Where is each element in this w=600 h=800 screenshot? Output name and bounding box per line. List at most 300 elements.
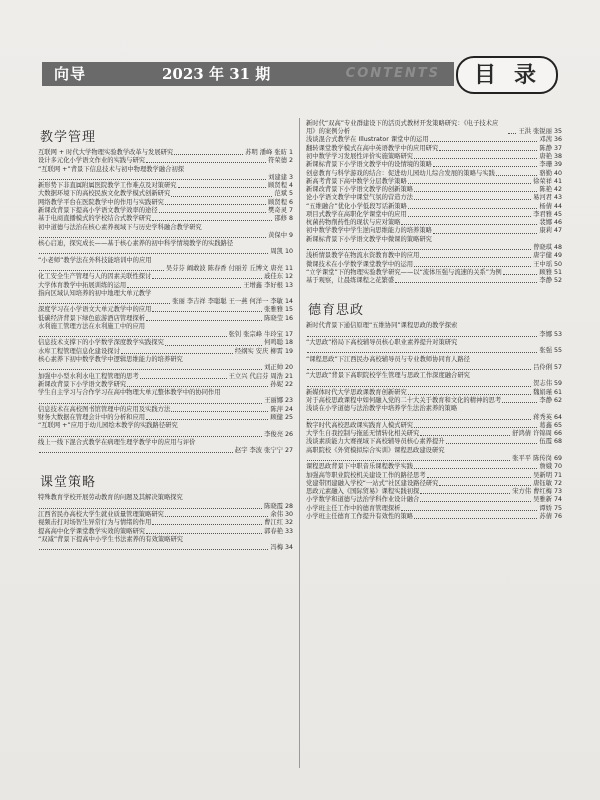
toc-entry[interactable] (38, 290, 293, 298)
toc-entry[interactable] (38, 323, 293, 331)
toc-entry[interactable] (38, 265, 293, 273)
toc-entry[interactable] (306, 405, 562, 413)
toc-entry[interactable] (306, 269, 562, 277)
entry-author: 杨倩 (539, 202, 552, 210)
entry-title: 创意教育与科学游戏的结合：促进幼儿园幼儿综合发展的策略与实践 (306, 169, 495, 177)
entry-author: 周凯 (270, 248, 283, 256)
toc-entry[interactable] (38, 298, 293, 306)
toc-entry[interactable] (306, 227, 562, 235)
leader-dots (39, 403, 262, 404)
toc-entry[interactable] (38, 174, 293, 182)
contents-label: CONTENTS (345, 66, 440, 81)
toc-entry[interactable] (306, 203, 562, 211)
leader-dots (430, 141, 538, 142)
entry-author: 曹江红 (264, 519, 283, 527)
entry-title: 初中道德与法治在核心素养视域下与历史学科融合教学研究 (38, 223, 202, 231)
entry-page-number: 13 (284, 281, 293, 289)
leader-dots (121, 353, 233, 354)
entry-page-number: 45 (553, 210, 562, 218)
entry-page-number: 66 (553, 430, 562, 438)
leader-dots (178, 187, 267, 188)
toc-entry[interactable] (38, 215, 293, 223)
entry-author: 蒋秀英 (533, 413, 552, 421)
entry-author: 陈晓霞 (264, 502, 283, 510)
entry-page-number: 40 (553, 169, 562, 177)
entry-title: 大数据环境下的高校民族文化教学模式创新研究 (38, 190, 171, 198)
entry-author: 张强 (539, 347, 552, 355)
toc-entry[interactable] (38, 207, 293, 215)
entry-author: 李珊 (539, 161, 552, 169)
entry-page-number: 9 (288, 231, 293, 239)
entry-author: 伍霞 (539, 438, 552, 446)
toc-entry[interactable] (38, 306, 293, 314)
entry-title: 江西省民办高校大学生就业质量管理策略研究 (38, 510, 164, 518)
entry-title: 浅析情景教学在物流水资教育教中的应用 (306, 252, 420, 260)
entry-author: 苏倩 (539, 512, 552, 520)
entry-title: 浅谈素质能力大赛视域下高校辅导员核心素养提升 (306, 438, 445, 446)
leader-dots (408, 216, 531, 217)
toc-entry[interactable] (306, 339, 562, 347)
leader-dots (401, 510, 537, 511)
toc-entry[interactable] (306, 505, 562, 513)
entry-title: 论小学语文教学中课堂气氛的营造方法 (306, 194, 414, 202)
toc-entry[interactable] (306, 170, 562, 178)
entry-author: 刘建建 (268, 173, 287, 181)
entry-page-number: 61 (553, 388, 562, 396)
toc-entry[interactable] (306, 331, 562, 339)
entry-title: 核心启迪，探究成长——基于核心素养的初中科学情境教学的实践路径 (38, 240, 234, 248)
entry-page-number: 65 (553, 421, 562, 429)
leader-dots (433, 166, 537, 167)
entry-title: 项目式教学在高职化学课堂中的应用 (306, 210, 407, 218)
entry-author: 裴娜 (539, 219, 552, 227)
toc-entry[interactable] (38, 519, 293, 527)
entry-author: 王洪 张锐丽 (518, 128, 552, 136)
toc-entry[interactable] (306, 397, 562, 405)
section-title: 教学管理 (40, 130, 97, 145)
entry-author: 吴新明 (533, 471, 552, 479)
entry-page-number: 27 (284, 447, 293, 455)
leader-dots (152, 524, 262, 525)
entry-author: 陈萍 (270, 405, 283, 413)
toc-entry[interactable] (306, 372, 562, 380)
leader-dots (307, 249, 531, 250)
entry-author: 戚佳东 (264, 273, 283, 281)
entry-title: 线上一线下混合式教学在病理生理学教学中的应用与评价 (38, 438, 196, 446)
entry-page-number: 43 (553, 194, 562, 202)
magazine-title: 向导 (54, 65, 87, 83)
entry-author: 顾健 (270, 414, 283, 421)
entry-title: 小学班主任工作中的德育管理探析 (306, 504, 401, 512)
entry-author: 刘正帅 (264, 364, 283, 372)
toc-entry[interactable] (306, 153, 562, 161)
entry-title: 新课标背景下小学语文教学中微课的策略研究 (306, 235, 432, 243)
entry-author: 经纲实 安庆 柳霄 (234, 347, 283, 355)
leader-dots (146, 533, 262, 534)
toc-entry[interactable] (306, 261, 562, 269)
entry-author: 何鸣聪 (264, 339, 283, 347)
entry-page-number: 11 (284, 264, 293, 272)
leader-dots (127, 287, 241, 288)
leader-dots (420, 493, 510, 494)
toc-entry[interactable] (306, 414, 562, 422)
entry-page-number: 3 (288, 173, 293, 181)
entry-title: 指向区域认知培养的初中地理大单元教学 (38, 289, 152, 297)
entry-title: 对于高校思政课程中如何融入党的二十大关于教育和文化的精神的思考 (306, 396, 502, 404)
leader-dots (146, 419, 268, 420)
entry-author: 余伟 (270, 510, 283, 518)
toc-entry[interactable] (38, 232, 293, 240)
toc-entry[interactable] (306, 136, 562, 144)
leader-dots (39, 549, 268, 550)
entry-title: 小学数学和道德与法治学科作业设计融合 (306, 496, 420, 504)
toc-entry[interactable] (306, 145, 562, 153)
entry-title: 党建带团建融入学校“一站式”社区建设路径研究 (306, 479, 439, 487)
toc-entry[interactable] (38, 224, 293, 232)
entry-title: 提高高中化学课堂教学实效的策略研究 (38, 527, 146, 535)
leader-dots (408, 208, 537, 209)
entry-title: “立学课堂”下的物理实验教学研究——以“流体压强与流速的关系”为例 (306, 268, 502, 276)
toc-entry[interactable] (38, 397, 293, 405)
toc-entry[interactable] (38, 494, 293, 502)
entry-page-number: 16 (284, 314, 293, 322)
leader-dots (307, 336, 537, 337)
toc-entry[interactable] (306, 472, 562, 480)
entry-title: 初中数学学习发展性评价实施策略研究 (306, 152, 414, 160)
leader-dots (439, 150, 537, 151)
entry-author: 张丽 李吉祥 李聪聪 王一燕 何洋一 李敏 (172, 298, 283, 306)
entry-page-number: 47 (553, 227, 562, 235)
leader-dots (39, 237, 266, 238)
entry-title: 特殊教育学校开展劳动教育的问题及其解决策略探究 (38, 494, 183, 502)
leader-dots (446, 443, 538, 444)
toc-entry[interactable] (38, 528, 293, 536)
entry-author: 郭春艳 (264, 527, 283, 535)
toc-entry[interactable] (306, 186, 562, 194)
toc-entry[interactable] (38, 503, 293, 511)
toc-entry[interactable] (38, 389, 293, 397)
entry-title: 初中数学教学中学生逆向思维能力的培养策略 (306, 227, 432, 235)
entry-title: 互联网 + 时代大学物理实验教学改革与发展研究 (38, 149, 174, 156)
leader-dots (439, 485, 531, 486)
entry-title: 新时代“双高”专业群建设下的活页式教材开发策略研究：《电子技术应用》的案例分析 (306, 120, 499, 136)
entry-author: 孙妮 (270, 380, 283, 388)
toc-entry[interactable] (38, 381, 293, 389)
entry-author: 苏明 潘峰 张昉 (245, 149, 287, 156)
entry-author: 唐宇健 (533, 252, 552, 260)
leader-dots (152, 220, 272, 221)
section-title: 德育思政 (308, 303, 365, 319)
toc-entry[interactable] (306, 322, 562, 330)
entry-author: 顾贤程 (268, 182, 287, 190)
toc-entry[interactable] (306, 364, 562, 372)
leader-dots (174, 154, 243, 155)
leader-dots (39, 270, 164, 271)
entry-page-number: 52 (553, 277, 562, 285)
entry-page-number: 53 (553, 330, 562, 338)
toc-entry[interactable] (306, 480, 562, 488)
leader-dots (152, 278, 262, 279)
entry-page-number: 8 (288, 215, 293, 223)
leader-dots (165, 516, 268, 517)
toc-entry[interactable] (306, 438, 562, 446)
entry-title: “双减”背景下提高中小学生书法素养的有效策略研究 (38, 535, 184, 543)
entry-title: 化工安全生产管理与人的因素关联性探讨 (38, 273, 152, 281)
leader-dots (427, 477, 531, 478)
entry-author: 李君雅 (533, 210, 552, 218)
entry-author: 宋方伟 曹红梅 (512, 488, 552, 496)
toc-entry[interactable] (38, 240, 293, 248)
toc-entry[interactable] (306, 455, 562, 463)
entry-author: 骆勤 (539, 169, 552, 177)
toc-entry[interactable] (306, 463, 562, 471)
entry-page-number: 35 (553, 128, 562, 136)
leader-dots (502, 402, 537, 403)
entry-page-number: 25 (284, 414, 293, 421)
leader-dots (307, 352, 537, 353)
entry-author: 葛鑫 (539, 421, 552, 429)
entry-title: 新高考背景下高中数学分层教学策略 (306, 177, 407, 185)
leader-dots (395, 282, 537, 283)
entry-author: 曾晓琪 (533, 244, 552, 252)
toc-badge: 目录 (456, 56, 558, 94)
entry-page-number: 38 (553, 152, 562, 160)
toc-entry[interactable] (38, 422, 293, 430)
toc-entry[interactable] (38, 544, 293, 552)
entry-page-number: 21 (284, 372, 293, 380)
leader-dots (433, 233, 537, 234)
entry-page-number: 23 (284, 397, 293, 405)
entry-author: 康莉 (539, 227, 552, 235)
entry-page-number: 41 (553, 177, 562, 185)
entry-title: 设计多元化小学语文作业的实践与研究 (38, 157, 146, 165)
entry-page-number: 10 (284, 248, 293, 256)
entry-title: 思政元素融入《国际贸易》课程实践初探 (306, 488, 420, 496)
leader-dots (39, 179, 266, 180)
entry-author: 易河君 (533, 194, 552, 202)
entry-title: “大思政”背景下高职院校学生管理与思政工作深度融合研究 (306, 372, 470, 380)
toc-entry[interactable] (38, 190, 293, 198)
leader-dots (307, 460, 510, 461)
toc-entry[interactable] (38, 166, 293, 174)
toc-entry[interactable] (306, 244, 562, 252)
leader-dots (171, 196, 272, 197)
toc-entry[interactable] (38, 149, 293, 157)
leader-dots (146, 162, 266, 163)
leader-dots (307, 369, 531, 370)
column-divider (299, 118, 300, 768)
leader-dots (408, 394, 531, 395)
toc-entry[interactable] (38, 406, 293, 414)
entry-page-number: 12 (284, 273, 293, 281)
leader-dots (146, 320, 262, 321)
entry-author: 贺志伟 (533, 380, 552, 388)
entry-page-number: 50 (553, 260, 562, 268)
toc-entry[interactable] (38, 414, 293, 422)
leader-dots (171, 411, 268, 412)
toc-entry[interactable] (306, 194, 562, 202)
entry-page-number: 19 (284, 347, 293, 355)
toc-entry[interactable] (306, 252, 562, 260)
entry-page-number: 57 (553, 363, 562, 371)
entry-title: 低碳经济背景下绿色旅游酒店管理探析 (38, 314, 146, 322)
toc-entry[interactable] (306, 380, 562, 388)
entry-page-number: 72 (553, 479, 562, 487)
entry-author: 黄保中 (268, 231, 287, 239)
toc-entry[interactable] (306, 120, 562, 136)
leader-dots (508, 133, 516, 134)
leader-dots (127, 386, 268, 387)
toc-entry[interactable] (306, 430, 562, 438)
entry-author: 张雅雅 (264, 306, 283, 314)
entry-page-number: 4 (288, 182, 293, 190)
toc-entry[interactable] (38, 348, 293, 356)
entry-title: 新形势下非直属附属医院教学工作难点及对策研究 (38, 182, 177, 190)
leader-dots (414, 427, 537, 428)
entry-author: 符荣德 (268, 157, 287, 165)
leader-dots (420, 257, 531, 258)
entry-title: 信息技术在高校图书馆管理中的应用及实践方法 (38, 405, 171, 413)
entry-author: 唐艳 (539, 152, 552, 160)
toc-entry[interactable] (306, 389, 562, 397)
toc-entry[interactable] (38, 364, 293, 372)
entry-page-number: 33 (284, 527, 293, 535)
entry-page-number: 73 (553, 488, 562, 496)
toc-entry[interactable] (38, 431, 293, 439)
entry-author: 陈艳 (539, 186, 552, 194)
right-column (306, 120, 562, 521)
toc-entry[interactable] (38, 356, 293, 364)
entry-author: 樊奇灵 (268, 206, 287, 214)
entry-author: 邵修 (274, 215, 287, 223)
entry-title: 视频击打对场智生异常行为与情绪的作用 (38, 519, 152, 527)
toc-entry[interactable] (38, 439, 293, 447)
entry-title: 新课改背景下小学语文教学研究 (38, 380, 127, 388)
leader-dots (39, 508, 262, 509)
entry-page-number: 5 (288, 190, 293, 198)
entry-title: 核心素养下初中数学教学中逻辑思维能力的培养研究 (38, 356, 183, 364)
header-bar (42, 62, 454, 86)
toc-entry[interactable] (38, 339, 293, 347)
toc-entry[interactable] (306, 488, 562, 496)
entry-page-number: 30 (284, 510, 293, 518)
entry-page-number: 76 (553, 512, 562, 520)
toc-entry[interactable] (306, 211, 562, 219)
entry-page-number: 44 (553, 202, 562, 210)
toc-entry[interactable] (306, 277, 562, 285)
toc-entry[interactable] (38, 447, 293, 455)
toc-entry[interactable] (38, 315, 293, 323)
entry-title: 深度学习在小学语文大单元教学中的应用 (38, 306, 152, 314)
toc-entry[interactable] (38, 199, 293, 207)
toc-entry[interactable] (38, 511, 293, 519)
entry-page-number: 26 (284, 430, 293, 438)
toc-entry[interactable] (306, 236, 562, 244)
entry-page-number: 70 (553, 463, 562, 471)
toc-entry[interactable] (306, 178, 562, 186)
entry-page-number: 68 (553, 438, 562, 446)
leader-dots (401, 224, 537, 225)
entry-page-number: 22 (284, 380, 293, 388)
entry-title: 新课改背景下提高小学语文教学效率的途径 (38, 206, 158, 214)
entry-title: 大学体育教学中拓展训练的运用 (38, 281, 127, 289)
entry-author: 张平平 陈传岗 (512, 454, 552, 462)
entry-title: 水库工程管理信息化建设探讨 (38, 347, 120, 355)
leader-dots (307, 419, 531, 420)
entry-title: 网络教学平台在医院教学中的作用与实践研究 (38, 198, 164, 206)
entry-page-number: 6 (288, 198, 293, 206)
entry-title: 高职院校《外贸模拟综合实训》课程思政建设研究 (306, 446, 445, 454)
toc-entry[interactable] (38, 157, 293, 165)
entry-title: 新时代背景下通信原理“五维协同”课程思政的教学探索 (306, 322, 458, 330)
entry-author: 吴雅新 (533, 496, 552, 504)
entry-author: 吴芬芬 阚敢波 陈春香 付丽芳 丘博文 唐亮 (165, 264, 283, 272)
toc-entry[interactable] (38, 536, 293, 544)
toc-entry[interactable] (306, 161, 562, 169)
entry-page-number: 18 (284, 339, 293, 347)
leader-dots (307, 386, 531, 387)
entry-title: 信息技术支撑下的小学数学深度教学实践探究 (38, 339, 164, 347)
toc-entry[interactable] (306, 513, 562, 521)
leader-dots (414, 468, 537, 469)
toc-entry[interactable] (38, 273, 293, 281)
toc-entry[interactable] (306, 347, 562, 355)
entry-page-number: 55 (553, 347, 562, 355)
entry-title: “五维融合”优化小学低段写话新策略 (306, 202, 407, 210)
entry-title: 微课技术在小学数学课堂教学中的运用 (306, 260, 414, 268)
entry-author: 王增鑫 李好根 (243, 281, 283, 289)
section-title: 课堂策略 (40, 475, 97, 491)
leader-dots (152, 311, 262, 312)
leader-dots (414, 199, 531, 200)
entry-page-number: 39 (553, 161, 562, 169)
toc-entry[interactable] (38, 182, 293, 190)
toc-entry[interactable] (38, 248, 293, 256)
leader-dots (140, 378, 227, 379)
toc-entry[interactable] (38, 373, 293, 381)
entry-title: 浅谈在小学道德与法治教学中培养学生法治素养的策略 (306, 405, 458, 413)
entry-page-number: 46 (553, 219, 562, 227)
entry-author: 吕伶俐 (533, 363, 552, 371)
entry-author: 舒鸿倩 许锦周 (512, 430, 552, 438)
leader-dots (159, 212, 266, 213)
entry-title: 基于观察，让晨练课程之花繁盛 (306, 277, 395, 285)
leader-dots (503, 274, 538, 275)
entry-title: “课程思政”下江西民办高校辅导员与专业教师协同育人路径 (306, 355, 470, 363)
entry-page-number: 48 (553, 244, 562, 252)
entry-page-number: 24 (284, 405, 293, 413)
entry-author: 徐荣祥 (533, 177, 552, 185)
toc-entry[interactable] (38, 257, 293, 265)
entry-page-number: 74 (553, 496, 562, 504)
toc-entry[interactable] (306, 356, 562, 364)
entry-page-number: 17 (284, 331, 293, 339)
entry-author: 李娜 (539, 330, 552, 338)
toc-entry[interactable] (38, 282, 293, 290)
entry-page-number: 42 (553, 186, 562, 194)
entry-title: 课程思政背景下中职音乐课程教学实践 (306, 463, 414, 471)
leader-dots (420, 501, 531, 502)
entry-author: 范斌 (274, 190, 287, 198)
toc-entry[interactable] (306, 447, 562, 455)
toc-entry[interactable] (306, 422, 562, 430)
entry-author: 顾贤程 (268, 198, 287, 206)
entry-title: “互联网 +”背景下信息技术与初中物理教学融合初探 (38, 165, 185, 173)
entry-page-number: 15 (284, 306, 293, 314)
leader-dots (39, 452, 233, 453)
toc-entry[interactable] (306, 496, 562, 504)
entry-author: 李静 (539, 396, 552, 404)
